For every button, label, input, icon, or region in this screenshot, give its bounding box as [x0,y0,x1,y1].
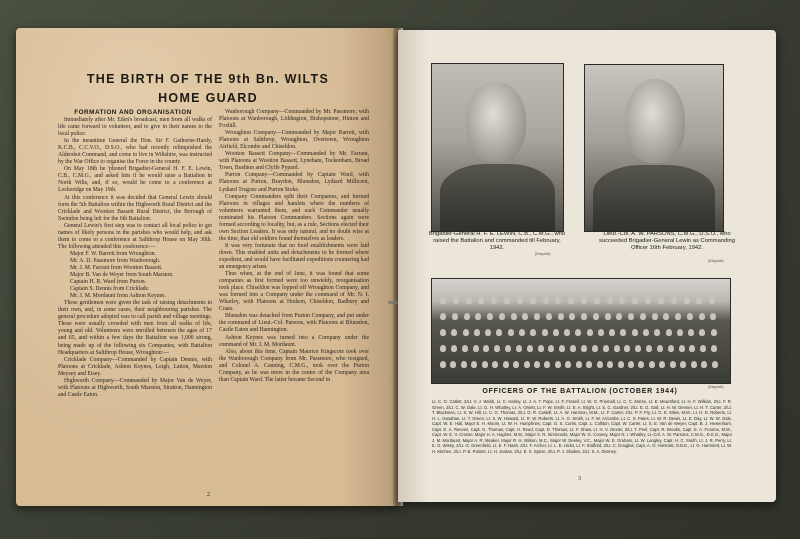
officer-figure [553,329,559,336]
officer-figure [527,345,533,352]
officer-figure [598,329,604,336]
officer-figure [464,313,470,320]
officer-figure [619,297,625,304]
title-line-1: THE BIRTH OF THE 9th Bn. WILTS [86,72,330,86]
officer-figure [482,361,488,368]
paragraph: Wootton Bassett Company—Commanded by Mr. Farrant, with Platoons at Wootton Bassett, Lyneham, Tockenham, Broad Town, Bushton and Clyffe Pypard. [219,151,369,172]
attendee-item: Major F. W. Barrett from Wroughton. [70,250,157,257]
officer-figure [516,345,522,352]
officer-figure [635,345,641,352]
officer-figure [492,361,498,368]
officer-figure [624,345,630,352]
paragraph: Thus when, at the end of June, it was found that some companies as first formed were too unwieldy, reorganisation took place. Chiseldon was lopped off Wroughton Company, and was formed into a Company under the command of Mr. N. I. Wharley, with Platoons at Hodson, Chiseldon, Badbury and Coate. [219,271,369,313]
officer-figure [680,361,686,368]
officer-figure [555,297,561,304]
officer-figure [475,313,481,320]
officer-figure [684,297,690,304]
officer-figure [440,345,446,352]
officer-figure [711,329,717,336]
officer-figure [593,313,599,320]
attendee-item: Mr. J. M. Mordaunt from Ashton Keynes. [70,293,166,300]
left-column-text [58,117,212,399]
photo-credit: (Maylott) [535,251,551,256]
officer-figure [462,345,468,352]
officer-figure [594,297,600,304]
officer-figure [478,297,484,304]
officer-figure [534,313,540,320]
officer-figure [645,297,651,304]
officer-figure [542,329,548,336]
officer-figure [450,361,456,368]
officer-figure [687,313,693,320]
officer-figure [504,297,510,304]
officer-figure [544,361,550,368]
officer-figure [499,313,505,320]
officer-figure [597,361,603,368]
officer-figure [473,345,479,352]
officer-figure [461,361,467,368]
officer-figure [691,361,697,368]
officer-figure [649,361,655,368]
officer-figure [534,361,540,368]
officer-figure [575,329,581,336]
officer-figure [440,361,446,368]
officer-figure [524,361,530,368]
officer-figure [620,329,626,336]
officer-figure [675,313,681,320]
officer-figure [677,329,683,336]
photo-caption-lewin: Brigadier-General H. F. E. LEWIN, C.B., C.M.G., who raised the Battalion and commanded till February, 1942. [428,231,566,251]
officer-figure [652,313,658,320]
officer-figure [699,313,705,320]
officer-figure [474,329,480,336]
officer-figure [538,345,544,352]
officer-figure [712,361,718,368]
officer-figure [451,329,457,336]
officer-figure [711,345,717,352]
officer-figure [628,361,634,368]
officer-figure [558,313,564,320]
officer-figure [709,297,715,304]
officer-figure [638,361,644,368]
attendee-item: Mr. J. M. Farrant from Wootton Bassett. [70,264,163,271]
page-title [58,70,358,108]
uniform-shape [440,164,555,232]
officer-figure [710,313,716,320]
uniform-shape [593,165,715,232]
officer-figure [440,329,446,336]
officer-figure [570,345,576,352]
officer-figure [581,345,587,352]
officer-figure [646,345,652,352]
officer-figure [519,329,525,336]
paragraph: Ashton Keynes was turned into a Company under the command of Mr. J. M. Mordaunt. [219,334,369,348]
attendee-item: Major B. Van de Weyer from South Marston. [70,272,174,279]
officer-figure [546,313,552,320]
paragraph: Blunsdon was detached from Purton Company, and put under the command of Lieut.-Col. Parsons, with Platoons at Blunsdon, Castle Eaton and Hannington. [219,313,369,334]
officer-figure [581,297,587,304]
officer-figure [643,329,649,336]
photo-credit: (Maylott) [708,384,724,389]
officer-figure [696,297,702,304]
section-heading: FORMATION AND ORGANISATION [74,109,192,116]
paragraph: On May 18th he 'phoned Brigadier-General H. F. E. Lewin, C.B., C.M.G., and asked him if he would raise a Battalion in North Wilts, and, if so, would he come to a conference at Lockeridge on May 19th. [58,166,212,194]
officer-figure [663,313,669,320]
officer-figure [505,345,511,352]
officer-figure [548,345,554,352]
officer-figure [565,361,571,368]
officer-figure [618,361,624,368]
officer-figure [440,297,446,304]
officer-figure [576,361,582,368]
officer-figure [689,345,695,352]
group-photo-officers [431,278,731,384]
paragraph: Wroughton Company—Commanded by Major Barrett, with Platoons at Saltthrop, Wroughton, Overtown, Wroughton Airfield, Elcombe and Chiseldon. [219,130,369,151]
paragraph: Highworth Company—Commanded by Major Van de Weyer, with Platoons at Highworth, South Marston, Stratton, Hannington and Castle Eaton. [58,377,212,398]
portrait-photo-lewin [431,63,564,232]
paragraph: Purton Company—Commanded by Captain Ward, with Platoons at Purton, Braydon, Blunsdon, Lydiard Millicent, Lydiard Tregoze and Purton Stoke. [219,172,369,193]
attendee-item: Mr. A. D. Passmore from Wanborough. [70,257,161,264]
paragraph: Wanborough Company—Commanded by Mr. Passmore, with Platoons at Wanborough, Liddington, Bishopstone, Hinton and Foxhill. [219,109,369,130]
portrait-photo-parsons [584,64,724,232]
officer-figure [632,297,638,304]
officer-figure [569,313,575,320]
photo-caption-parsons: Lieut.-Col. A. W. PARSONS, C.M.G., D.S.O., who succeeded Brigadier-General Lewin as Commanding Officer 16th February, 1942. [599,231,735,251]
officer-figure [688,329,694,336]
officer-figure [586,361,592,368]
officer-figure [568,297,574,304]
officers-heading: OFFICERS OF THE BATTALION (OCTOBER 1944) [482,388,678,395]
title-line-2: HOME GUARD [158,91,258,105]
officer-figure [508,329,514,336]
photo-credit: (Maylott) [708,258,724,263]
officer-figure [616,313,622,320]
officer-figure [700,345,706,352]
page-number-left: 2 [207,492,210,498]
officer-figure [471,361,477,368]
officer-figure [671,297,677,304]
officer-figure [543,297,549,304]
officer-figure [658,297,664,304]
officer-figure [654,329,660,336]
paragraph: It was very fortunate that no food establishments were laid down. This enabled units and detachments to be formed where expedient, and would have facilitated expeditions countering had an emergency arisen. [219,242,369,271]
officer-figure [440,313,446,320]
officer-figure [503,361,509,368]
officer-figure [607,297,613,304]
officer-figure [496,329,502,336]
paragraph: Immediately after Mr. Eden's broadcast, men from all walks of life came forward to volunteer, and to give in their names to the local police. [58,117,212,138]
officer-figure [451,345,457,352]
officer-figure [632,329,638,336]
paragraph: At this conference it was decided that General Lewin should form the 5th Battalion within the Highworth Rural District and the Cricklade and Wootton Bassett Rural District, the Borough of Swindon being left for the 6th Battalion. [58,194,212,222]
officer-figure [603,345,609,352]
officer-figure [452,313,458,320]
officer-figure [659,361,665,368]
officer-figure [657,345,663,352]
officer-figure [587,329,593,336]
face-shape [466,82,526,162]
officer-figure [511,313,517,320]
officer-figure [453,297,459,304]
officer-figure [628,313,634,320]
paragraph: Also, about this time, Captain Maurice Kingscote took over the Wanborough Company from Mr. Passmore, who resigned, and Colonel A. Canning, C.M.G., took over the Purton Company, as he was more in the centre of the Company area than Captain Ward. The latter became Second in [219,348,369,383]
paragraph: These gentlemen were given the task of raising detachments in their own, and, in some cases, their neighbouring parishes. The general procedure adopted was to call parish and village meetings. These were usually crowded with men from all walks of life, young and old. Volunteers were enrolled between the ages of 17 and 65, and within a few days the Battalion was 1,000 strong, being made up of the following six Companies, with Battalion Headquarters at Saltthrop House, Wroughton:— [58,300,212,356]
paragraph: Cricklade Company—Commanded by Captain Dennis, with Platoons at Cricklade, Ashton Keynes, Leigh, Latton, Marston Meysey and Eisey. [58,356,212,377]
page-number-right: 3 [578,476,581,482]
officer-figure [614,345,620,352]
officer-figure [483,345,489,352]
paragraph: General Lewin's first step was to contact all local police to get names of likely persons in the parishes who would help, and ask them to come to a conference at Saltthrop House on May 30th. The following attended this conference:— [58,222,212,250]
officers-names-list: Lt. C. G. Catlett, 2/Lt. V. J. Webb, Lt. C. Harley, Lt. J. A. T. Pope, Lt. F. Frosell, Lt. W. G. Priemall, Lt. C. C. Morse, Lt. E. Mountford, Lt. H. F. Wilkins, 2/Lt. F. R. Green, 2/Lt. C. W. Dale, Lt. G. H. Whatley, Lt. A. Orsett, Lt. F. W. Smith, Lt. E. A. Bright, Lt. S. C. Gardner, 2/Lt. E. G. Gall, Lt. H. W. Denner, Lt. H. T. Carter, 2/Lt. T. Blackman, Lt. S. W. Hill, Lt. C. G. Thomas, 2/Lt. G. R. Castell, Lt. A. W. Harrison, M.M., Lt. F. Carter, 2/Lt. P. F. Fry, Lt. G. E. Miles, M.M., Lt. H. D. Roberts, Lt. H. L. Hanahan, Lt. T. Green, Lt. S. W. Howard, Lt. R. W. Roberts, Lt. A. G. Smith, Lt. F. W. Arcombe, Lt. C. S. Pates, Lt. W. R. Dewis, Lt. E. Day, Lt. W. W. Gale, Capt. W. E. Hall, Major E. H. Moore, Lt. W. H. Humphries, Capt. G. S. Curtis, Capt. L. Colliton, Capt. W. Carter, Lt. S. E. Van de Weyer, Capt. B. J. Hewenham, Capt. E. A. Reeves, Capt. G. Thomas, Capt. H. Read, Capt. D. Thomas, Lt. F. Shaw, Lt. H. V. Dexter, 2/Lt. T. Peel, Capt. R. Brooks, Capt. E. A. Froome, M.M., Capt. W. E. V. Crosse, Major H. A. Hughes, M.M., Major S. R. Simmonds, Major W. G. Cooney, Major N. I. Whatley, Lt.-Col. A. W. Parsons, C.M.G., D.S.O., Major J. M. Mordaunt, Major A. R. Meaker, Major R. H. Wilson, M.C., Major W. Deeley, V.C., Major W. E. Graham, Lt. W. Langley, Capt. H. C. Smith, Lt. J. R. Perry, Lt. E. G. Wisey, 2/Lt. G. Greenfield, Lt. E. F. Nash, 2/Lt. F. Archer, Lt. L. E. Hicks, Lt. F. Stafford, 2/Lt. C. Douglas, Capt. A. O. Horsnett, O.B.E., Lt. G. Hammett, Lt. W. H. Kitchen, 2/Lt. P. B. Painter, Lt. H. Jordan, 2/Lt. E. S. Spicer, 2/Lt. P. J. Shailes, 2/Lt. S. A. Denney. [432,399,732,454]
officer-figure [679,345,685,352]
officer-figure [559,345,565,352]
officer-figure [668,345,674,352]
officer-figure [607,361,613,368]
officer-figure [530,297,536,304]
paragraph: In the meantime General the Hon. Sir F. Gathorne-Hardy, K.C.B., C.C.V.O., D.S.O., who had recently relinquished the Aldershot Command, and come to live in Wiltshire, was instructed by the War Office to organise the Force in the county. [58,138,212,166]
officer-figure [592,345,598,352]
right-column-text [219,109,369,384]
officer-figure [666,329,672,336]
attendee-item: Captain H. R. Ward from Purton. [70,279,147,286]
officer-figure [699,329,705,336]
officer-figure [522,313,528,320]
officer-figure [701,361,707,368]
officer-figure [581,313,587,320]
officer-figure [494,345,500,352]
officer-figure [670,361,676,368]
officer-figure [640,313,646,320]
officer-figure [513,361,519,368]
officer-figure [485,329,491,336]
officer-figure [555,361,561,368]
officer-figure [609,329,615,336]
officer-figure [487,313,493,320]
officer-figure [564,329,570,336]
officer-figure [605,313,611,320]
officer-figure [491,297,497,304]
officer-figure [466,297,472,304]
officer-figure [463,329,469,336]
officer-figure [517,297,523,304]
paragraph: Company Commanders split their Companies, and formed Platoons in villages and hamlets where the numbers of volunteers warranted them, and each Commander usually nominated his Platoon Commanders. Sections again were formed according to locality, but, as a rule, Sections elected their own Section Leaders. It was only natural, and no doubt wise at the time, that old soldiers found themselves as leaders. [219,193,369,242]
attendee-item: Captain S. Dennis from Cricklade. [70,286,150,293]
face-shape [625,79,685,163]
officer-figure [530,329,536,336]
